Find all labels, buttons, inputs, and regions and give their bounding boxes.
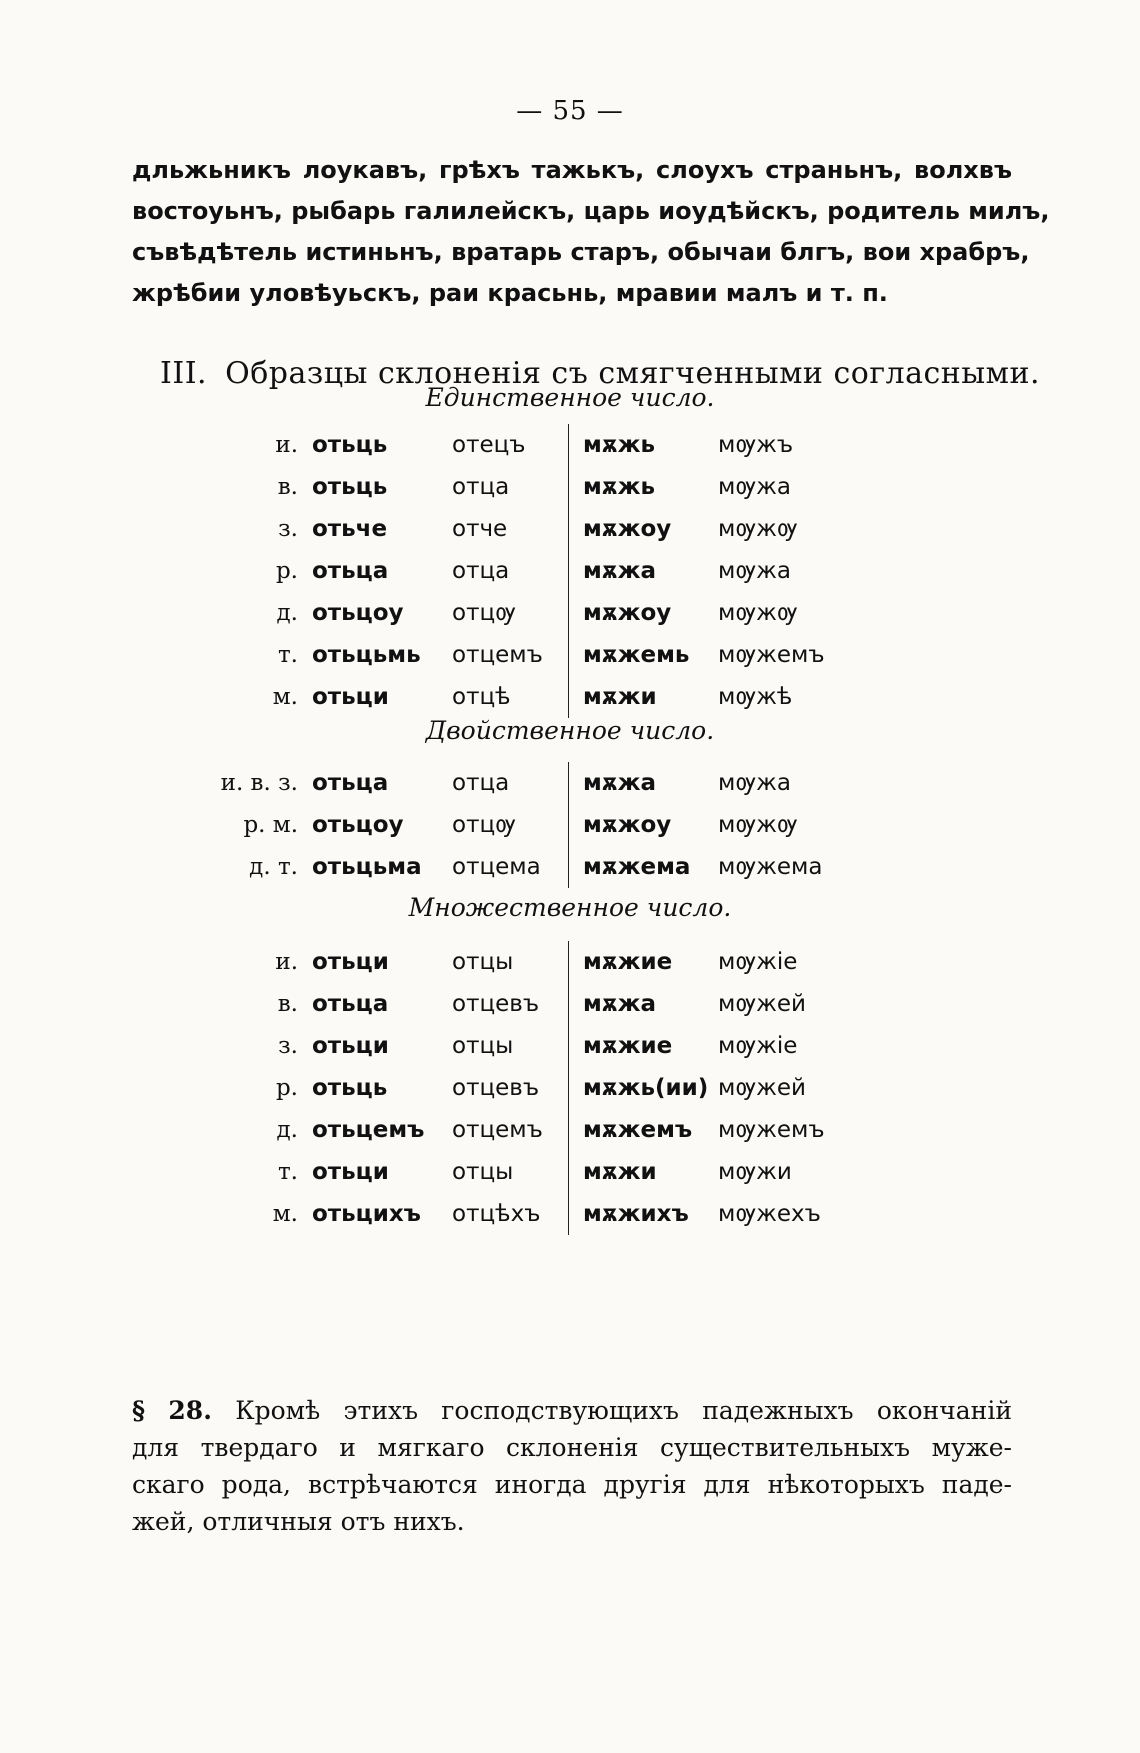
old-slavonic-form: мѫжоу (569, 592, 719, 634)
case-label: т. (277, 1159, 298, 1185)
church-slavonic-form: отцемъ (452, 642, 543, 668)
intro-line: съвѣдѣтель истиньнъ, вратарь старъ, обычаи блгъ, вои храбръ, (132, 238, 1030, 266)
church-slavonic-form: отцевъ (452, 991, 540, 1017)
church-slavonic-form: отца (452, 770, 510, 796)
table-row (206, 424, 825, 466)
church-slavonic-form: мѹжей (718, 991, 806, 1017)
case-label: р. (275, 1075, 298, 1101)
church-slavonic-form: отче (452, 516, 508, 542)
old-slavonic-form: отьцоу (312, 600, 404, 626)
paragraph-number: 28. (168, 1396, 212, 1425)
old-slavonic-form: отьче (312, 516, 388, 542)
old-slavonic-form: мѫжоу (569, 508, 719, 550)
case-label: в. (277, 474, 298, 500)
case-label: з. (278, 1033, 298, 1059)
church-slavonic-form: отцѹ (452, 600, 516, 626)
old-slavonic-form: мѫжихъ (569, 1193, 719, 1235)
old-slavonic-form: мѫжема (569, 846, 719, 888)
paragraph-line: для твердаго и мягкаго склоненія существительныхъ муже- (132, 1433, 1012, 1462)
old-slavonic-form: мѫжь(ии) (569, 1067, 719, 1109)
old-slavonic-form: отьць (312, 432, 388, 458)
intro-line: дльжьникъ лоукавъ, грѣхъ тажькъ, слоухъ страньнъ, волхвъ (132, 156, 1012, 184)
case-label: р. (275, 558, 298, 584)
table-row (206, 1109, 825, 1151)
table-row (206, 1151, 825, 1193)
old-slavonic-form: отьцемъ (312, 1117, 425, 1143)
church-slavonic-form: мѹжѹ (718, 600, 798, 626)
intro-line: востоуьнъ, рыбарь галилейскъ, царь иоудѣйскъ, родитель милъ, (132, 197, 1050, 225)
church-slavonic-form: мѹжа (718, 474, 791, 500)
church-slavonic-form: мѹжа (718, 770, 791, 796)
paragraph-line: жей, отличныя отъ нихъ. (132, 1507, 465, 1536)
church-slavonic-form: мѹжи (718, 1159, 792, 1185)
old-slavonic-form: мѫжи (569, 1151, 719, 1193)
intro-line: жрѣбии уловѣуьскъ, раи красьнь, мравии малъ и т. п. (132, 279, 888, 307)
church-slavonic-form: отцы (452, 1159, 514, 1185)
singular-heading: Единственное число. (425, 383, 715, 412)
case-label: и. (275, 949, 298, 975)
plural-heading: Множественное число. (408, 893, 732, 922)
church-slavonic-form: мѹжіе (718, 949, 798, 975)
section-mark: § (132, 1396, 146, 1425)
case-label: з. (278, 516, 298, 542)
old-slavonic-form: мѫжа (569, 983, 719, 1025)
old-slavonic-form: отьци (312, 1033, 389, 1059)
church-slavonic-form: мѹжіе (718, 1033, 798, 1059)
church-slavonic-form: отецъ (452, 432, 526, 458)
case-label: р. м. (243, 812, 298, 838)
table-row (206, 550, 825, 592)
old-slavonic-form: отьци (312, 949, 389, 975)
old-slavonic-form: отьцьмь (312, 642, 421, 668)
church-slavonic-form: мѹжемъ (718, 642, 825, 668)
old-slavonic-form: мѫжа (569, 762, 719, 804)
church-slavonic-form: мѹжѹ (718, 812, 798, 838)
table-row (206, 1193, 825, 1235)
table-row (206, 676, 825, 718)
church-slavonic-form: мѹжемъ (718, 1117, 825, 1143)
church-slavonic-form: мѹжѣ (718, 684, 793, 710)
case-label: д. т. (249, 854, 298, 880)
church-slavonic-form: отца (452, 474, 510, 500)
table-row (206, 804, 822, 846)
old-slavonic-form: мѫжь (569, 424, 719, 466)
plural-table (206, 941, 825, 1235)
old-slavonic-form: мѫжие (569, 941, 719, 983)
table-row (206, 1067, 825, 1109)
church-slavonic-form: мѹжехъ (718, 1201, 821, 1227)
table-row (206, 466, 825, 508)
paragraph-line-text: Кромѣ этихъ господствующихъ падежныхъ окончаній (235, 1396, 1012, 1425)
old-slavonic-form: отьца (312, 558, 389, 584)
page-number: — 55 — (516, 96, 624, 126)
case-label: и. (275, 432, 298, 458)
church-slavonic-form: отцѹ (452, 812, 516, 838)
case-label: в. (277, 991, 298, 1017)
church-slavonic-form: отцемъ (452, 1117, 543, 1143)
case-label: д. (276, 1117, 298, 1143)
old-slavonic-form: мѫжи (569, 676, 719, 718)
old-slavonic-form: отьци (312, 684, 389, 710)
old-slavonic-form: мѫжемь (569, 634, 719, 676)
church-slavonic-form: отца (452, 558, 510, 584)
old-slavonic-form: мѫжа (569, 550, 719, 592)
old-slavonic-form: мѫжие (569, 1025, 719, 1067)
old-slavonic-form: отьцихъ (312, 1201, 421, 1227)
paragraph-line (132, 1392, 1012, 1429)
dual-heading: Двойственное число. (425, 716, 715, 745)
singular-table (206, 424, 825, 718)
old-slavonic-form: мѫжемъ (569, 1109, 719, 1151)
table-row (206, 1025, 825, 1067)
table-row (206, 983, 825, 1025)
church-slavonic-form: мѹжема (718, 854, 823, 880)
table-row (206, 941, 825, 983)
table-row (206, 508, 825, 550)
church-slavonic-form: отцѣхъ (452, 1201, 541, 1227)
church-slavonic-form: отцевъ (452, 1075, 540, 1101)
church-slavonic-form: отцѣ (452, 684, 511, 710)
church-slavonic-form: отцы (452, 949, 514, 975)
church-slavonic-form: отцы (452, 1033, 514, 1059)
section-title: Образцы склоненія съ смягченными согласными. (225, 356, 1041, 391)
old-slavonic-form: отьцьма (312, 854, 422, 880)
paragraph-line: скаго рода, встрѣчаются иногда другія для нѣкоторыхъ паде- (132, 1470, 1012, 1499)
case-label: м. (272, 684, 298, 710)
old-slavonic-form: отьць (312, 1075, 388, 1101)
church-slavonic-form: мѹжей (718, 1075, 806, 1101)
case-label: м. (272, 1201, 298, 1227)
old-slavonic-form: мѫжоу (569, 804, 719, 846)
church-slavonic-form: отцема (452, 854, 541, 880)
case-label: т. (277, 642, 298, 668)
table-row (206, 592, 825, 634)
table-row (206, 762, 822, 804)
old-slavonic-form: отьци (312, 1159, 389, 1185)
old-slavonic-form: отьцоу (312, 812, 404, 838)
dual-table (206, 762, 822, 888)
table-row (206, 634, 825, 676)
old-slavonic-form: отьца (312, 770, 389, 796)
old-slavonic-form: отьць (312, 474, 388, 500)
case-label: и. в. з. (220, 770, 298, 796)
section-28-paragraph (132, 1392, 1012, 1540)
church-slavonic-form: мѹжа (718, 558, 791, 584)
case-label: д. (276, 600, 298, 626)
old-slavonic-form: мѫжь (569, 466, 719, 508)
old-slavonic-form: отьца (312, 991, 389, 1017)
table-row (206, 846, 822, 888)
church-slavonic-form: мѹжѹ (718, 516, 798, 542)
church-slavonic-form: мѹжъ (718, 432, 794, 458)
intro-text (132, 150, 1050, 314)
section-number: III. (160, 356, 208, 391)
